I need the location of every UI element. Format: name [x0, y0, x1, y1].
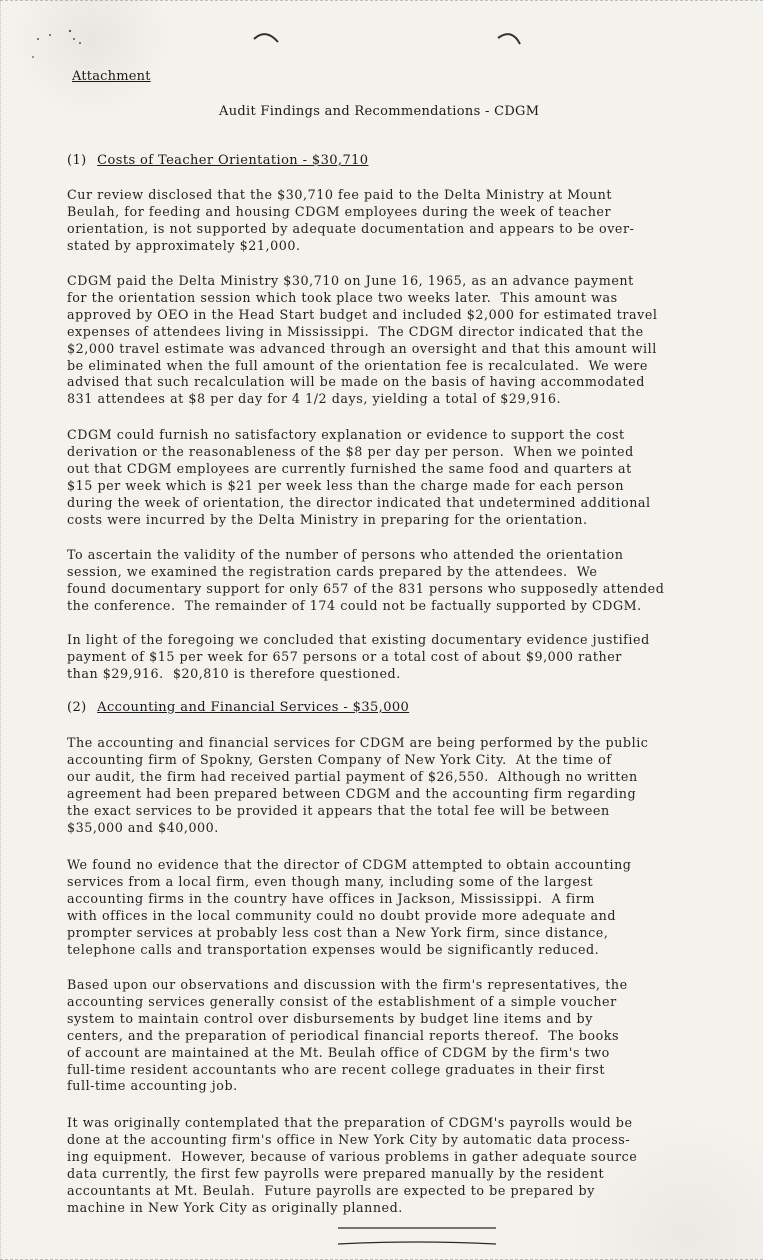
scan-edge-top [0, 0, 763, 4]
punch-hole-right-icon [496, 30, 526, 50]
scan-edge-bottom [0, 1256, 763, 1260]
section-1-paragraph: Cur review disclosed that the $30,710 fee paid to the Delta Ministry at Mount Beulah, for feeding and housing CDGM employees during the week of teacher orientation, is not supported by adequate documentation and appears to be over- stated by approximately $21,000. [67, 187, 635, 253]
document-title: Audit Findings and Recommendations - CDGM [219, 104, 540, 119]
section-1-heading [67, 153, 368, 168]
handwritten-number-mark [336, 1222, 506, 1252]
section-1-number: (1) [67, 153, 87, 168]
section-2-title: Accounting and Financial Services - $35,000 [97, 700, 410, 715]
attachment-label: Attachment [72, 69, 151, 84]
section-2-paragraph: The accounting and financial services for CDGM are being performed by the public accounting firm of Spokny, Gersten Company of New York City. At the time of our audit, the firm had received partial payment of $26,550. Although no written agreement had been prepared between CDGM and the accounting firm regarding the exact services to be provided it appears that the total fee will be between $35,000 and $40,000. [67, 735, 649, 835]
scan-edge-left [0, 0, 3, 1260]
section-2-number: (2) [67, 700, 87, 715]
section-1-paragraph: CDGM paid the Delta Ministry $30,710 on June 16, 1965, as an advance payment for the orientation session which took place two weeks later. This amount was approved by OEO in the Head Start budget and included $2,000 for estimated travel expenses of attendees living in Mississippi. The CDGM director indicated that the $2,000 travel estimate was advanced through an oversight and that this amount will be eliminated when the full amount of the orientation fee is recalculated. We were advised that such recalculation will be made on the basis of having accommodated 831 attendees at $8 per day for 4 1/2 days, yielding a total of $29,916. [67, 273, 658, 407]
section-1-title: Costs of Teacher Orientation - $30,710 [97, 153, 369, 168]
punch-hole-left-icon [252, 30, 282, 46]
section-1-paragraph: CDGM could furnish no satisfactory explanation or evidence to support the cost derivation or the reasonableness of the $8 per day per person. When we pointed out that CDGM employees are currently furnished the same food and quarters at $15 per week which is $21 per week less than the charge made for each person during the week of orientation, the director indicated that undetermined additional costs were incurred by the Delta Ministry in preparing for the orientation. [67, 427, 651, 527]
section-2-paragraph: It was originally contemplated that the preparation of CDGM's payrolls would be done at the accounting firm's office in New York City by automatic data process- ing equipment. However, because of various problems in gather adequate source data currently, the first few payrolls were prepared manually by the resident accountants at Mt. Beulah. Future payrolls are expected to be prepared by machine in New York City as originally planned. [67, 1115, 638, 1215]
section-1-paragraph: In light of the foregoing we concluded that existing documentary evidence justified payment of $15 per week for 657 persons or a total cost of about $9,000 rather than $29,916. $20,810 is therefore questioned. [67, 632, 650, 681]
section-2-paragraph: Based upon our observations and discussion with the firm's representatives, the accounting services generally consist of the establishment of a simple voucher system to maintain control over disbursements by budget line items and by centers, and the preparation of periodical financial reports thereof. The books of account are maintained at the Mt. Beulah office of CDGM by the firm's two full-time resident accountants who are recent college graduates in their first full-time accounting job. [67, 977, 628, 1094]
scan-specks-icon [30, 25, 90, 65]
section-1-paragraph: To ascertain the validity of the number of persons who attended the orientation session, we examined the registration cards prepared by the attendees. We found documentary support for only 657 of the 831 persons who supposedly attended the conference. The remainder of 174 could not be factually supported by CDGM. [67, 547, 665, 613]
section-2-heading [67, 700, 409, 715]
section-2-paragraph: We found no evidence that the director of CDGM attempted to obtain accounting services from a local firm, even though many, including some of the largest accounting firms in the country have offices in Jackson, Mississippi. A firm with offices in the local community could no doubt provide more adequate and prompter services at probably less cost than a New York firm, since distance, telephone calls and transportation expenses would be significantly reduced. [67, 857, 632, 957]
